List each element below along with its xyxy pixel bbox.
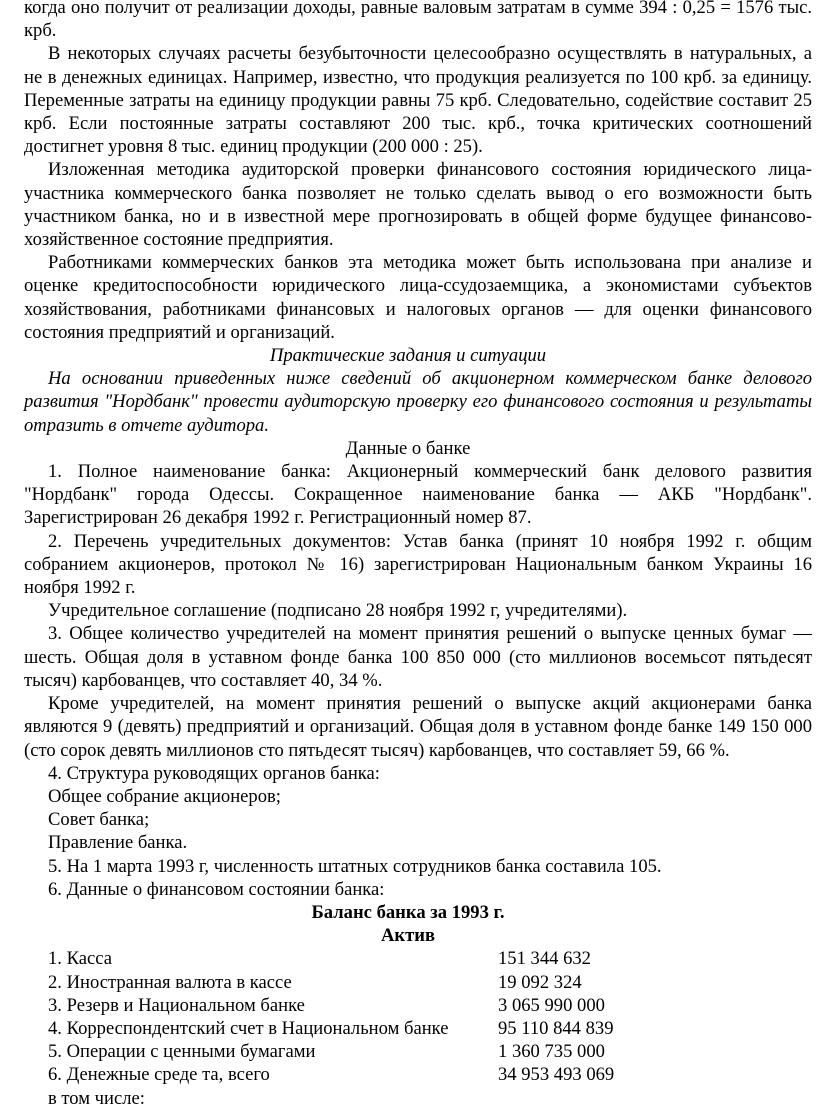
balance-label: 3. Резерв и Национальном банке [48, 994, 305, 1016]
paragraph-2: В некоторых случаях расчеты безубыточности целесообразно осуществлять в натуральных, а не в денежных единицах. Например, известно, что продукция реализуется по 100 крб. за единицу. Переменные затраты на единицу продукции равны 75 крб. Следовательно, содействие составит 25 крб. Если постоянные затраты составляют 200 тыс. крб., точка критических соотношений достигнет уровня 8 тыс. единиц продукции (200 000 : 25). [24, 43, 812, 158]
balance-title: Баланс банка за 1993 г. [311, 901, 505, 923]
balance-value: 151 344 632 [498, 948, 591, 970]
item-4a: Общее собрание акционеров; [48, 785, 281, 807]
item-2b: Учредительное соглашение (подписано 28 ноября 1992 г, учредителями). [48, 600, 628, 622]
balance-row [24, 947, 658, 970]
item-4b: Совет банка; [48, 809, 150, 831]
item-1: 1. Полное наименование банка: Акционерный коммерческий банк делового развития "Нордбанк" города Одессы. Сокращенное наименование банка — АКБ "Нордбанк". Зарегистрирован 26 декабря 1992 г. Регистрационный номер 87. [24, 461, 812, 529]
balance-table [24, 947, 658, 1086]
balance-row [24, 994, 658, 1017]
item-4c: Правление банка. [48, 832, 188, 854]
item-4: 4. Структура руководящих органов банка: [48, 762, 380, 784]
item-3: 3. Общее количество учредителей на момент принятия решений о выпуске ценных бумаг — шесть. Общая доля в уставном фонде банка 100 850 000 (сто миллионов восемьсот пятьдесят тысяч) карбованцев, что составляет 40, 34 %. [24, 623, 812, 691]
balance-row [24, 1063, 658, 1086]
paragraph-4: Работниками коммерческих банков эта методика может быть использована при анализе и оценке кредитоспособности юридического лица-ссудозаемщика, а экономистами субъектов хозяйствования, работниками финансовых и налоговых органов — для оценки финансового состояния предприятий и организаций. [24, 252, 812, 343]
item-5: 5. На 1 марта 1993 г, численность штатных сотрудников банка составила 105. [48, 855, 662, 877]
balance-label: 2. Иностранная валюта в кассе [48, 971, 292, 993]
balance-subnote: в том числе: [48, 1087, 145, 1109]
balance-value: 95 110 844 839 [498, 1017, 614, 1039]
heading-data: Данные о банке [345, 437, 471, 459]
balance-value: 3 065 990 000 [498, 994, 605, 1016]
task-paragraph: На основании приведенных ниже сведений об акционерном коммерческом банке делового развития "Нордбанк" провести аудиторскую проверку его финансового состояния и результаты отразить в отчете аудитора. [24, 368, 812, 436]
balance-value: 19 092 324 [498, 971, 582, 993]
balance-label: 6. Денежные среде та, всего [48, 1064, 270, 1086]
paragraph-1: когда оно получит от реализации доходы, равные валовым затратам в сумме 394 : 0,25 = 1576 тыс. крб. [24, 0, 812, 42]
heading-practice: Практические задания и ситуации [269, 345, 547, 367]
balance-section: Актив [380, 925, 436, 947]
item-3b: Кроме учредителей, на момент принятия решений о выпуске акций акционерами банка являются 9 (девять) предприятий и организаций. Общая доля в уставном фонде банке 149 150 000 (сто сорок девять миллионов сто пятьдесят тысяч) карбованцев, что составляет 59, 66 %. [24, 693, 812, 761]
item-2: 2. Перечень учредительных документов: Устав банка (принят 10 ноября 1992 г. общим собранием акционеров, протокол № 16) зарегистрирован Национальным банком Украины 16 ноября 1992 г. [24, 530, 812, 599]
balance-label: 4. Корреспондентский счет в Национальном банке [48, 1017, 449, 1039]
balance-label: 5. Операции с ценными бумагами [48, 1041, 316, 1063]
paragraph-3: Изложенная методика аудиторской проверки финансового состояния юридического лица-участника коммерческого банка позволяет не только сделать вывод о его возможности быть участником банка, но и в известной мере прогнозировать в общей форме будущее финансово-хозяйственное состояние предприятия. [24, 159, 812, 251]
balance-row [24, 1017, 658, 1040]
balance-label: 1. Касса [48, 948, 112, 970]
balance-row [24, 1040, 658, 1063]
item-6: 6. Данные о финансовом состоянии банка: [48, 878, 385, 900]
balance-row [24, 971, 658, 994]
balance-value: 1 360 735 000 [498, 1041, 605, 1063]
balance-value: 34 953 493 069 [498, 1064, 615, 1086]
